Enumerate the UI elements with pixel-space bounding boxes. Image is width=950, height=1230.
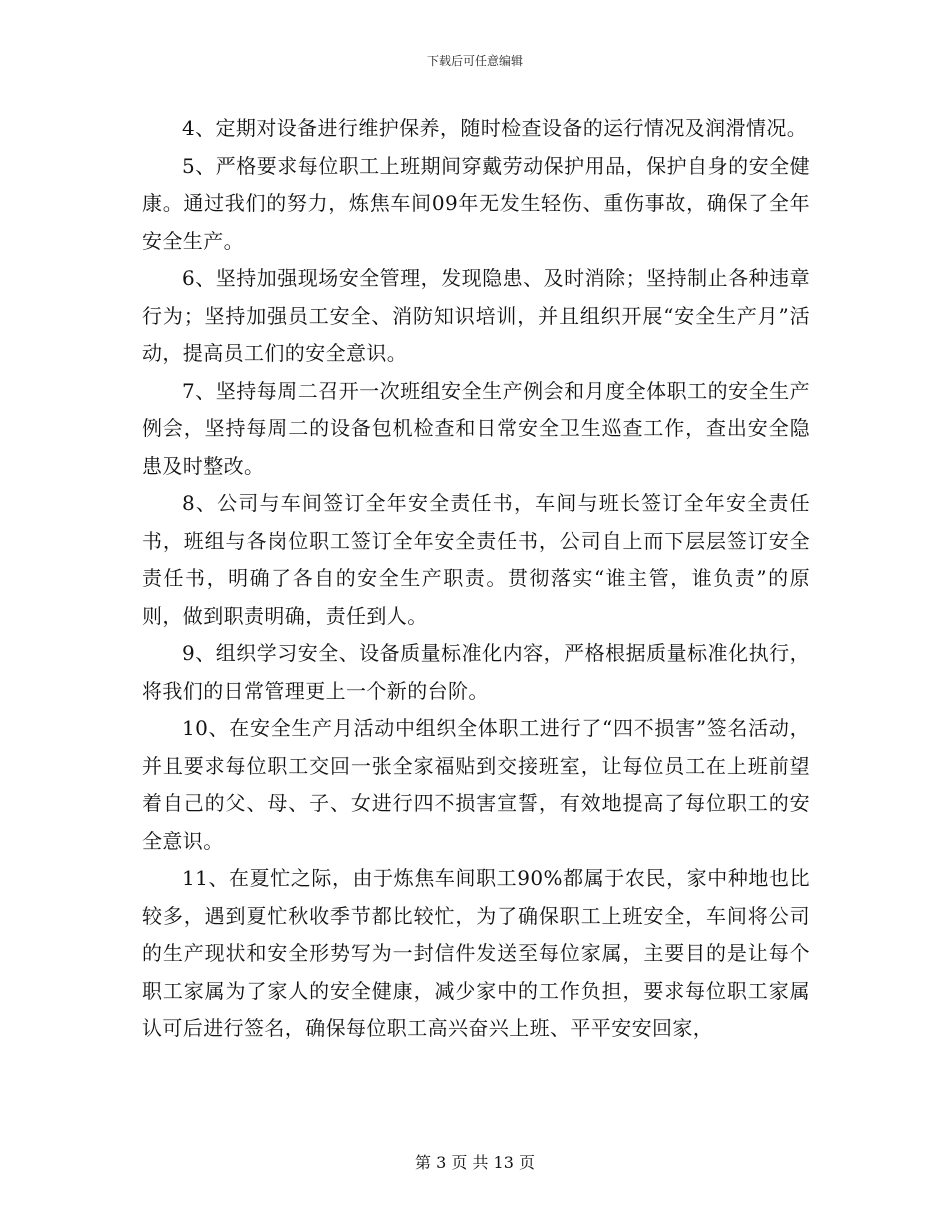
paragraph-item-4: 4、定期对设备进行维护保养，随时检查设备的运行情况及润滑情况。	[182, 116, 808, 140]
paragraph-item-8: 8、公司与车间签订全年安全责任书，车间与班长签订全年安全责任书，班组与各岗位职工签订全年安全责任书，公司自上而下层层签订安全责任书，明确了各自的安全生产职责。贯彻落实“谁主管，谁负责”的原则，做到职责明确，责任到人。	[142, 491, 810, 628]
paragraph-item-10: 10、在安全生产月活动中组织全体职工进行了“四不损害”签名活动，并且要求每位职工交回一张全家福贴到交接班室，让每位员工在上班前望着自己的父、母、子、女进行四不损害宣誓，有效地提高了每位职工的安全意识。	[142, 716, 810, 853]
page-number: 第 3 页 共 13 页	[415, 1153, 535, 1172]
paragraph-item-11: 11、在夏忙之际，由于炼焦车间职工90%都属于农民，家中种地也比较多，遇到夏忙秋收季节都比较忙，为了确保职工上班安全，车间将公司的生产现状和安全形势写为一封信件发送至每位家属，主要目的是让每个职工家属为了家人的安全健康，减少家中的工作负担，要求每位职工家属认可后进行签名，确保每位职工高兴奋兴上班、平平安安回家，	[142, 866, 810, 1040]
paragraph-item-7: 7、坚持每周二召开一次班组安全生产例会和月度全体职工的安全生产例会，坚持每周二的设备包机检查和日常安全卫生巡查工作，查出安全隐患及时整改。	[142, 378, 810, 478]
paragraph-item-6: 6、坚持加强现场安全管理，发现隐患、及时消除；坚持制止各种违章行为；坚持加强员工安全、消防知识培训，并且组织开展“安全生产月”活动，提高员工们的安全意识。	[142, 266, 810, 365]
paragraph-item-5: 5、严格要求每位职工上班期间穿戴劳动保护用品，保护自身的安全健康。通过我们的努力，炼焦车间09年无发生轻伤、重伤事故，确保了全年安全生产。	[142, 153, 810, 253]
paragraph-item-9: 9、组织学习安全、设备质量标准化内容，严格根据质量标准化执行，将我们的日常管理更上一个新的台阶。	[142, 641, 810, 703]
body-content	[142, 110, 810, 1048]
header-note: 下载后可任意编辑	[426, 54, 523, 68]
